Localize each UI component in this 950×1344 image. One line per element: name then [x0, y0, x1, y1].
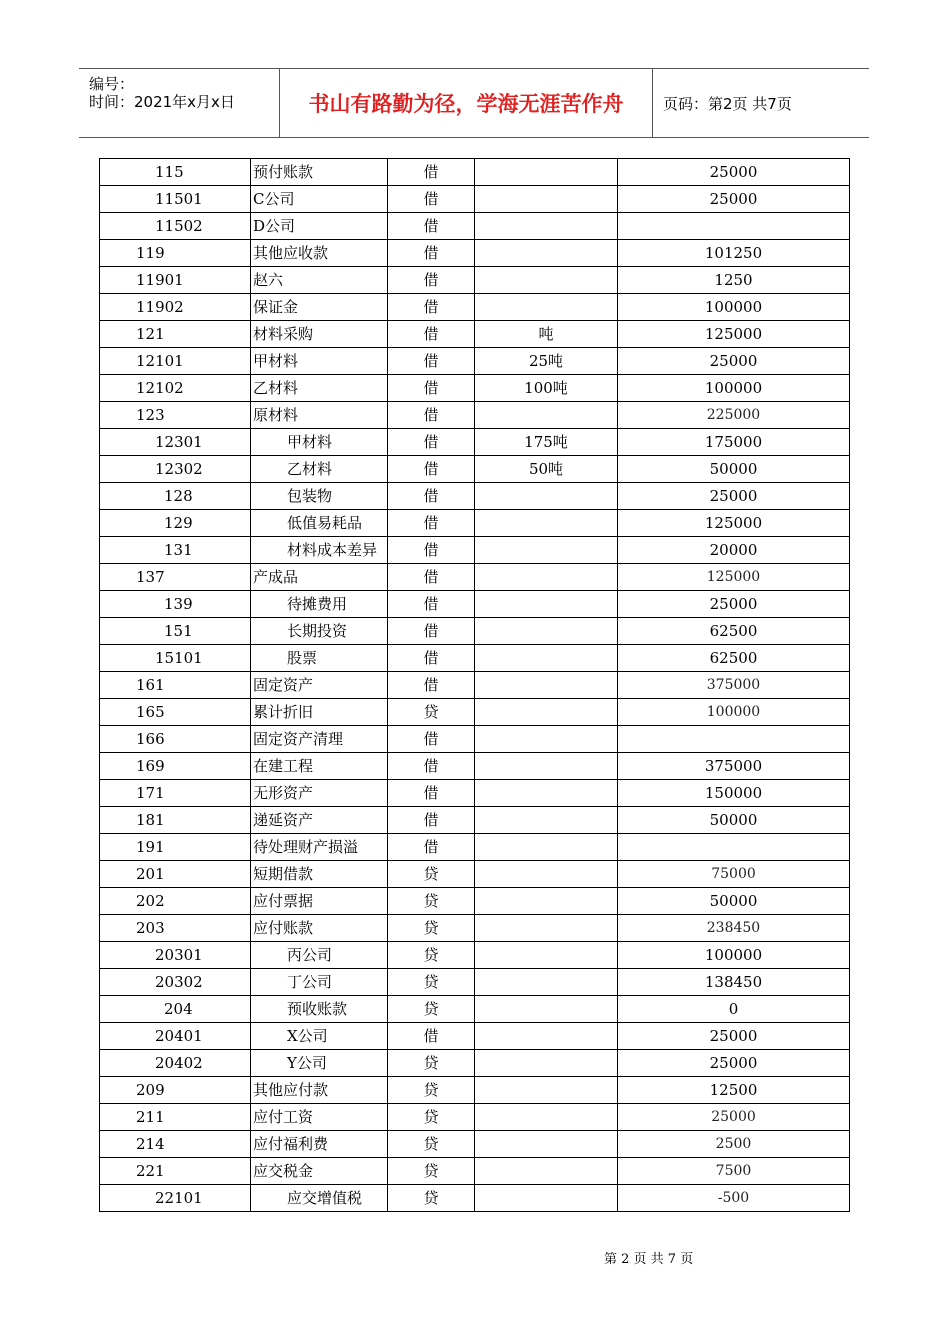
- quantity-cell: [475, 240, 618, 267]
- direction-cell: 借: [388, 780, 475, 807]
- account-name-cell: 待摊费用: [251, 591, 388, 618]
- amount-cell: 7500: [618, 1158, 850, 1185]
- amount-cell: 25000: [618, 1023, 850, 1050]
- quantity-cell: [475, 753, 618, 780]
- account-code-cell: 139: [100, 591, 251, 618]
- amount-cell: -500: [618, 1185, 850, 1212]
- account-name-cell: 短期借款: [251, 861, 388, 888]
- table-row: [100, 321, 850, 348]
- quantity-cell: 100吨: [475, 375, 618, 402]
- quantity-cell: [475, 780, 618, 807]
- table-row: [100, 888, 850, 915]
- quantity-cell: 吨: [475, 321, 618, 348]
- amount-cell: [618, 834, 850, 861]
- direction-cell: 借: [388, 240, 475, 267]
- quantity-cell: [475, 591, 618, 618]
- account-name-cell: 应付福利费: [251, 1131, 388, 1158]
- amount-cell: 25000: [618, 348, 850, 375]
- amount-cell: 25000: [618, 186, 850, 213]
- account-code-cell: 201: [100, 861, 251, 888]
- direction-cell: 借: [388, 213, 475, 240]
- amount-cell: 100000: [618, 294, 850, 321]
- direction-cell: 贷: [388, 861, 475, 888]
- table-row: [100, 1023, 850, 1050]
- account-code-cell: 161: [100, 672, 251, 699]
- table-row: [100, 429, 850, 456]
- account-code-cell: 20401: [100, 1023, 251, 1050]
- table-row: [100, 294, 850, 321]
- amount-cell: 62500: [618, 618, 850, 645]
- account-code-cell: 214: [100, 1131, 251, 1158]
- account-code-cell: 123: [100, 402, 251, 429]
- quantity-cell: [475, 564, 618, 591]
- quantity-cell: [475, 699, 618, 726]
- amount-cell: 125000: [618, 564, 850, 591]
- header-meta: [79, 69, 280, 137]
- amount-cell: 50000: [618, 807, 850, 834]
- quantity-cell: [475, 1104, 618, 1131]
- account-code-cell: 119: [100, 240, 251, 267]
- account-name-cell: 累计折旧: [251, 699, 388, 726]
- account-code-cell: 115: [100, 159, 251, 186]
- account-name-cell: 固定资产: [251, 672, 388, 699]
- direction-cell: 借: [388, 753, 475, 780]
- direction-cell: 借: [388, 483, 475, 510]
- amount-cell: 75000: [618, 861, 850, 888]
- quantity-cell: [475, 213, 618, 240]
- amount-cell: 125000: [618, 510, 850, 537]
- quantity-cell: [475, 861, 618, 888]
- account-name-cell: C公司: [251, 186, 388, 213]
- table-row: [100, 780, 850, 807]
- quantity-cell: [475, 915, 618, 942]
- quantity-cell: [475, 726, 618, 753]
- direction-cell: 借: [388, 456, 475, 483]
- direction-cell: 贷: [388, 1185, 475, 1212]
- account-name-cell: 应付票据: [251, 888, 388, 915]
- direction-cell: 借: [388, 294, 475, 321]
- quantity-cell: [475, 672, 618, 699]
- account-name-cell: 乙材料: [251, 456, 388, 483]
- amount-cell: 2500: [618, 1131, 850, 1158]
- table-row: [100, 942, 850, 969]
- direction-cell: 借: [388, 402, 475, 429]
- account-code-cell: 169: [100, 753, 251, 780]
- amount-cell: 62500: [618, 645, 850, 672]
- quantity-cell: 25吨: [475, 348, 618, 375]
- direction-cell: 借: [388, 510, 475, 537]
- direction-cell: 贷: [388, 1077, 475, 1104]
- account-code-cell: 191: [100, 834, 251, 861]
- table-row: [100, 1131, 850, 1158]
- account-code-cell: 203: [100, 915, 251, 942]
- quantity-cell: [475, 159, 618, 186]
- account-code-cell: 128: [100, 483, 251, 510]
- direction-cell: 贷: [388, 969, 475, 996]
- table-row: [100, 861, 850, 888]
- amount-cell: 125000: [618, 321, 850, 348]
- amount-cell: 101250: [618, 240, 850, 267]
- account-name-cell: 赵六: [251, 267, 388, 294]
- direction-cell: 贷: [388, 1131, 475, 1158]
- account-code-cell: 166: [100, 726, 251, 753]
- account-code-cell: 131: [100, 537, 251, 564]
- table-row: [100, 348, 850, 375]
- amount-cell: [618, 213, 850, 240]
- direction-cell: 贷: [388, 1050, 475, 1077]
- table-row: [100, 753, 850, 780]
- quantity-cell: [475, 537, 618, 564]
- account-code-cell: 209: [100, 1077, 251, 1104]
- table-row: [100, 1050, 850, 1077]
- amount-cell: 25000: [618, 483, 850, 510]
- direction-cell: 借: [388, 807, 475, 834]
- quantity-cell: [475, 1131, 618, 1158]
- account-name-cell: 应交增值税: [251, 1185, 388, 1212]
- account-name-cell: D公司: [251, 213, 388, 240]
- quantity-cell: [475, 888, 618, 915]
- account-name-cell: 预收账款: [251, 996, 388, 1023]
- page-footer: 第 2 页 共 7 页: [604, 1252, 694, 1267]
- amount-cell: 12500: [618, 1077, 850, 1104]
- account-name-cell: 包装物: [251, 483, 388, 510]
- table-row: [100, 240, 850, 267]
- account-name-cell: 丙公司: [251, 942, 388, 969]
- amount-cell: 238450: [618, 915, 850, 942]
- table-row: [100, 807, 850, 834]
- quantity-cell: [475, 1023, 618, 1050]
- account-name-cell: 低值易耗品: [251, 510, 388, 537]
- account-code-cell: 221: [100, 1158, 251, 1185]
- table-row: [100, 483, 850, 510]
- table-row: [100, 969, 850, 996]
- account-code-cell: 171: [100, 780, 251, 807]
- direction-cell: 借: [388, 429, 475, 456]
- table-row: [100, 915, 850, 942]
- amount-cell: 25000: [618, 159, 850, 186]
- direction-cell: 借: [388, 672, 475, 699]
- account-code-cell: 20302: [100, 969, 251, 996]
- account-name-cell: 乙材料: [251, 375, 388, 402]
- account-code-cell: 11501: [100, 186, 251, 213]
- account-name-cell: 无形资产: [251, 780, 388, 807]
- direction-cell: 借: [388, 1023, 475, 1050]
- account-code-cell: 20301: [100, 942, 251, 969]
- quantity-cell: [475, 483, 618, 510]
- direction-cell: 借: [388, 834, 475, 861]
- account-name-cell: 原材料: [251, 402, 388, 429]
- header-motto: 书山有路勤为径，学海无涯苦作舟: [280, 69, 653, 137]
- direction-cell: 贷: [388, 915, 475, 942]
- table-row: [100, 699, 850, 726]
- account-name-cell: 材料成本差异: [251, 537, 388, 564]
- direction-cell: 借: [388, 348, 475, 375]
- quantity-cell: [475, 1158, 618, 1185]
- time-label: 时间：2021年x月x日: [89, 93, 235, 111]
- table-row: [100, 402, 850, 429]
- amount-cell: 25000: [618, 591, 850, 618]
- amount-cell: 50000: [618, 456, 850, 483]
- account-name-cell: 固定资产清理: [251, 726, 388, 753]
- account-code-cell: 129: [100, 510, 251, 537]
- account-table-body: [100, 159, 850, 1212]
- table-row: [100, 537, 850, 564]
- account-code-cell: 137: [100, 564, 251, 591]
- direction-cell: 借: [388, 537, 475, 564]
- account-name-cell: 产成品: [251, 564, 388, 591]
- table-row: [100, 645, 850, 672]
- table-row: [100, 1158, 850, 1185]
- account-code-cell: 202: [100, 888, 251, 915]
- account-name-cell: 保证金: [251, 294, 388, 321]
- account-name-cell: 应付工资: [251, 1104, 388, 1131]
- quantity-cell: [475, 942, 618, 969]
- table-row: [100, 564, 850, 591]
- table-row: [100, 1104, 850, 1131]
- table-row: [100, 591, 850, 618]
- amount-cell: 175000: [618, 429, 850, 456]
- account-code-cell: 204: [100, 996, 251, 1023]
- account-name-cell: 其他应付款: [251, 1077, 388, 1104]
- direction-cell: 借: [388, 267, 475, 294]
- account-code-cell: 22101: [100, 1185, 251, 1212]
- account-name-cell: 预付账款: [251, 159, 388, 186]
- direction-cell: 借: [388, 186, 475, 213]
- account-table: [99, 158, 850, 1212]
- table-row: [100, 456, 850, 483]
- serial-label: 编号：: [89, 75, 135, 93]
- direction-cell: 借: [388, 321, 475, 348]
- quantity-cell: [475, 807, 618, 834]
- account-name-cell: 递延资产: [251, 807, 388, 834]
- account-name-cell: 长期投资: [251, 618, 388, 645]
- table-row: [100, 1185, 850, 1212]
- direction-cell: 借: [388, 618, 475, 645]
- quantity-cell: [475, 1077, 618, 1104]
- quantity-cell: 50吨: [475, 456, 618, 483]
- direction-cell: 借: [388, 375, 475, 402]
- direction-cell: 借: [388, 591, 475, 618]
- table-row: [100, 618, 850, 645]
- account-name-cell: X公司: [251, 1023, 388, 1050]
- amount-cell: [618, 726, 850, 753]
- amount-cell: 100000: [618, 375, 850, 402]
- quantity-cell: [475, 510, 618, 537]
- account-name-cell: 甲材料: [251, 348, 388, 375]
- account-code-cell: 15101: [100, 645, 251, 672]
- amount-cell: 375000: [618, 672, 850, 699]
- table-row: [100, 375, 850, 402]
- amount-cell: 100000: [618, 699, 850, 726]
- quantity-cell: 175吨: [475, 429, 618, 456]
- quantity-cell: [475, 969, 618, 996]
- quantity-cell: [475, 1050, 618, 1077]
- account-name-cell: 应交税金: [251, 1158, 388, 1185]
- direction-cell: 借: [388, 645, 475, 672]
- amount-cell: 50000: [618, 888, 850, 915]
- quantity-cell: [475, 618, 618, 645]
- amount-cell: 25000: [618, 1104, 850, 1131]
- account-code-cell: 165: [100, 699, 251, 726]
- account-code-cell: 211: [100, 1104, 251, 1131]
- account-code-cell: 12101: [100, 348, 251, 375]
- account-name-cell: 材料采购: [251, 321, 388, 348]
- account-code-cell: 11502: [100, 213, 251, 240]
- direction-cell: 借: [388, 564, 475, 591]
- quantity-cell: [475, 996, 618, 1023]
- table-row: [100, 726, 850, 753]
- account-name-cell: Y公司: [251, 1050, 388, 1077]
- quantity-cell: [475, 645, 618, 672]
- amount-cell: 375000: [618, 753, 850, 780]
- table-row: [100, 186, 850, 213]
- account-name-cell: 甲材料: [251, 429, 388, 456]
- table-row: [100, 510, 850, 537]
- direction-cell: 贷: [388, 888, 475, 915]
- account-name-cell: 在建工程: [251, 753, 388, 780]
- direction-cell: 贷: [388, 1104, 475, 1131]
- account-code-cell: 12302: [100, 456, 251, 483]
- amount-cell: 0: [618, 996, 850, 1023]
- table-row: [100, 996, 850, 1023]
- account-code-cell: 20402: [100, 1050, 251, 1077]
- table-row: [100, 834, 850, 861]
- direction-cell: 借: [388, 726, 475, 753]
- table-row: [100, 672, 850, 699]
- direction-cell: 贷: [388, 942, 475, 969]
- table-row: [100, 1077, 850, 1104]
- account-code-cell: 151: [100, 618, 251, 645]
- account-code-cell: 181: [100, 807, 251, 834]
- header-page-info: 页码：第2页 共7页: [663, 94, 792, 113]
- account-name-cell: 其他应收款: [251, 240, 388, 267]
- account-code-cell: 121: [100, 321, 251, 348]
- amount-cell: 25000: [618, 1050, 850, 1077]
- amount-cell: 100000: [618, 942, 850, 969]
- direction-cell: 贷: [388, 1158, 475, 1185]
- table-row: [100, 213, 850, 240]
- amount-cell: 20000: [618, 537, 850, 564]
- direction-cell: 贷: [388, 996, 475, 1023]
- quantity-cell: [475, 267, 618, 294]
- amount-cell: 150000: [618, 780, 850, 807]
- quantity-cell: [475, 1185, 618, 1212]
- direction-cell: 贷: [388, 699, 475, 726]
- quantity-cell: [475, 834, 618, 861]
- account-code-cell: 12301: [100, 429, 251, 456]
- account-code-cell: 12102: [100, 375, 251, 402]
- account-name-cell: 丁公司: [251, 969, 388, 996]
- account-name-cell: 股票: [251, 645, 388, 672]
- quantity-cell: [475, 186, 618, 213]
- table-row: [100, 159, 850, 186]
- direction-cell: 借: [388, 159, 475, 186]
- quantity-cell: [475, 402, 618, 429]
- amount-cell: 1250: [618, 267, 850, 294]
- amount-cell: 225000: [618, 402, 850, 429]
- account-name-cell: 应付账款: [251, 915, 388, 942]
- quantity-cell: [475, 294, 618, 321]
- account-code-cell: 11901: [100, 267, 251, 294]
- table-row: [100, 267, 850, 294]
- account-code-cell: 11902: [100, 294, 251, 321]
- page-header: [79, 68, 869, 138]
- amount-cell: 138450: [618, 969, 850, 996]
- account-name-cell: 待处理财产损溢: [251, 834, 388, 861]
